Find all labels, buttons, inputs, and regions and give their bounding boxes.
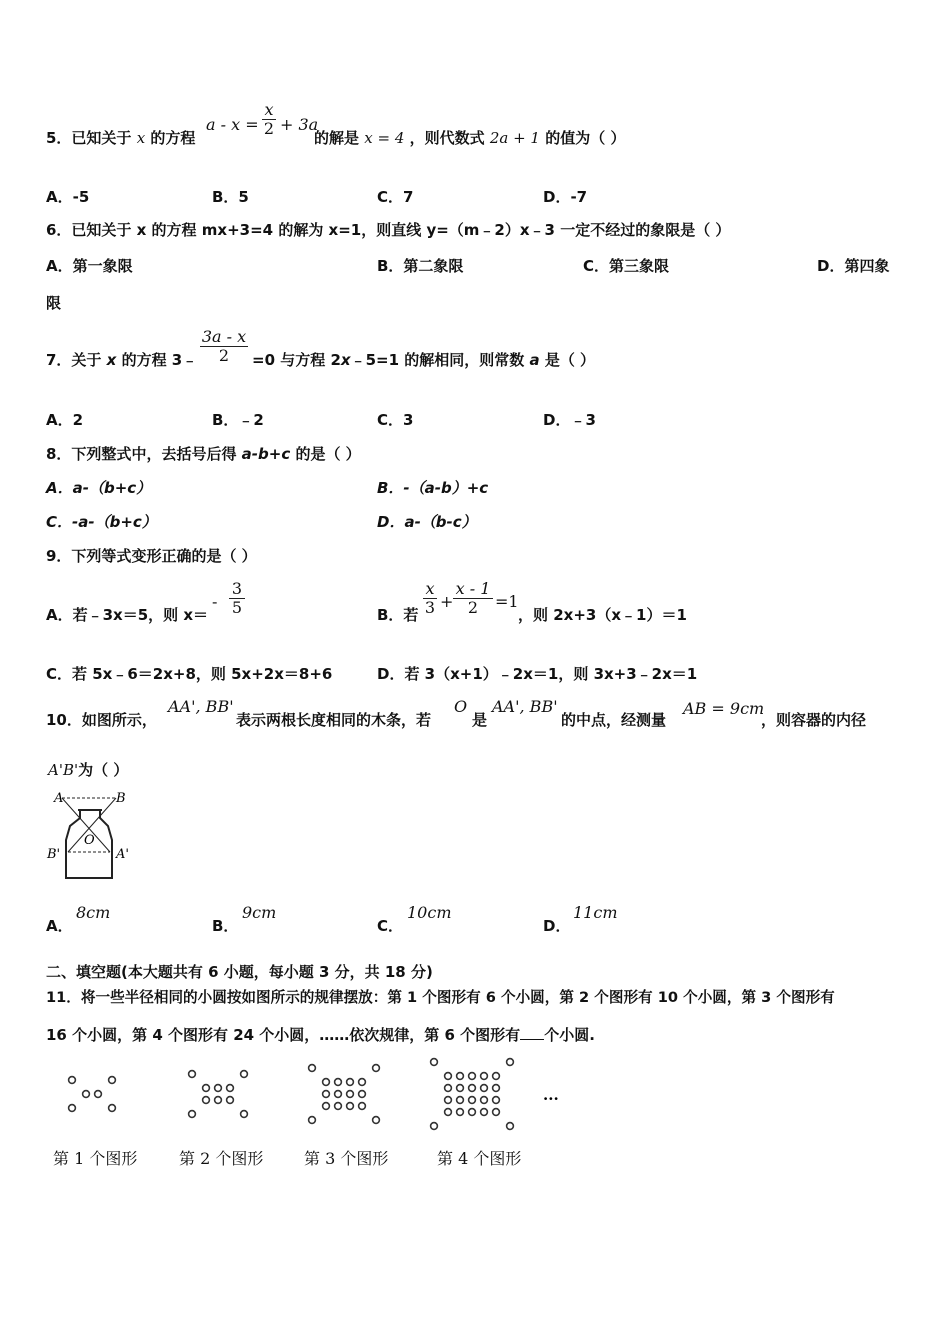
q7-frac-den: 2 (218, 346, 230, 365)
q7-var-2: x (340, 351, 351, 369)
q7-option-c: C．3 (377, 411, 414, 429)
fig4-circle (457, 1073, 464, 1080)
fig1-circle (69, 1077, 76, 1084)
q5-text-mid: 的方程 (150, 129, 196, 147)
q9-option-a: A．若﹣3x＝5，则 x＝ (46, 606, 209, 624)
q9-option-c: C．若 5x﹣6＝2x+8，则 5x+2x＝8+6 (46, 665, 333, 683)
fig4-circle (493, 1109, 500, 1116)
q9-option-b-rest: ，则 2x+3（x﹣1）＝1 (518, 606, 687, 624)
fig3-circle (323, 1103, 330, 1110)
q7-text-mid1: 的方程 3﹣ (116, 351, 198, 369)
q5-line (46, 128, 195, 148)
q10-option-b-value: 9cm (242, 903, 277, 922)
q5-eq-num: x (264, 100, 274, 119)
q5-solution: x = 4 (364, 129, 405, 147)
fig4-circle (431, 1123, 438, 1130)
fig4-circle (445, 1073, 452, 1080)
q11-line2 (46, 1025, 595, 1045)
fig3-circle (309, 1065, 316, 1072)
q5-text-post1: 的解是 (314, 129, 360, 147)
q5-option-b: B．5 (212, 188, 249, 206)
q7-option-d: D．﹣3 (543, 411, 596, 429)
q8-option-a: A．a-（b+c） (46, 479, 152, 497)
q5-option-d: D．-7 (543, 188, 588, 206)
fig2-circle (241, 1071, 248, 1078)
fig4-circle (481, 1085, 488, 1092)
q9-option-b-eq: =1 (495, 592, 519, 611)
q10-text-pre: 10．如图所示， (46, 711, 157, 729)
fig3-circle (309, 1117, 316, 1124)
q9-option-a-sign: - (212, 592, 218, 611)
fig2-circle (215, 1097, 222, 1104)
q10-text-mid3: 的中点，经测量 (561, 711, 667, 729)
q7-fraction (200, 328, 248, 365)
fig4-circle (481, 1073, 488, 1080)
fig3-circle (335, 1091, 342, 1098)
fig4-circle (507, 1059, 514, 1066)
fig1-circle (95, 1091, 102, 1098)
q11-ellipsis: ... (543, 1086, 559, 1104)
fig3-circle (347, 1079, 354, 1086)
q9-option-b-plus: + (440, 592, 454, 611)
q7-option-a: A．2 (46, 411, 84, 429)
q5-option-a: A．-5 (46, 188, 90, 206)
q10-option-c-label: C． (377, 917, 404, 935)
fig4-circle (457, 1097, 464, 1104)
q7-text-post: 是（ ） (539, 351, 596, 369)
fig2-circle (189, 1071, 196, 1078)
fig4-circle (469, 1073, 476, 1080)
q11-line2-post: 个小圆. (544, 1026, 595, 1044)
fig4-circle (481, 1109, 488, 1116)
q11-fig4-caption: 第 4 个图形 (437, 1149, 522, 1168)
q11-answer-blank[interactable] (520, 1025, 544, 1040)
fig4-circle (469, 1097, 476, 1104)
q6-text: 6．已知关于 x 的方程 mx+3=4 的解为 x=1，则直线 y=（m﹣2）x﹣3 一定不经过的象限是（ ） (46, 221, 731, 239)
q8-option-b: B．-（a-b）+c (377, 479, 489, 497)
fig1-circle (109, 1077, 116, 1084)
q7-line-rest (252, 350, 595, 370)
fig4-circle (457, 1109, 464, 1116)
fig3-circle (323, 1079, 330, 1086)
q11-fig3-caption: 第 3 个图形 (304, 1149, 389, 1168)
q7-var: x (106, 351, 117, 369)
q7-frac-num: 3a - x (201, 327, 247, 346)
fig3-circle (359, 1103, 366, 1110)
q11-line1: 11．将一些半径相同的小圆按如图所示的规律摆放：第 1 个图形有 6 个小圆，第 2 个图形有 10 个小圆，第 3 个图形有 (46, 989, 835, 1006)
q5-eq-left: a - x = (206, 115, 259, 134)
q7-text-pre: 7．关于 (46, 351, 107, 369)
q7-option-b: B．﹣2 (212, 411, 264, 429)
q9-option-b-fraction1 (423, 580, 437, 617)
fig3-circle (335, 1079, 342, 1086)
q10-option-d-label: D． (543, 917, 571, 935)
fig4-circle (493, 1085, 500, 1092)
q10-text-post: ，则容器的内径 (761, 711, 867, 729)
q6-option-a: A．第一象限 (46, 257, 133, 275)
q5-text-post3: 的值为（ ） (545, 129, 626, 147)
q10-a-prime-b-prime: A'B' (48, 761, 79, 779)
q7-line-start (46, 350, 197, 370)
q10-option-d-value: 11cm (573, 903, 618, 922)
q9-option-b-label: B．若 (377, 606, 419, 624)
q8-expression: a-b+c (241, 445, 291, 463)
q8-text-post: 的是（ ） (290, 445, 361, 463)
q10-line2-post: 为（ ） (78, 761, 129, 779)
fig4-circle (445, 1109, 452, 1116)
fig1-circle (83, 1091, 90, 1098)
fig-label-o: O (84, 833, 95, 848)
q10-text-mid1: 表示两根长度相同的木条，若 (236, 711, 432, 729)
q10-seg2: AA', BB' (492, 697, 558, 716)
section-2-title: 二、填空题(本大题共有 6 小题，每小题 3 分，共 18 分) (46, 963, 433, 981)
fig2-circle (203, 1085, 210, 1092)
q10-option-c-value: 10cm (407, 903, 452, 922)
q9-b-f2-num: x - 1 (455, 579, 491, 598)
fig4-circle (457, 1085, 464, 1092)
q11-line2-pre: 16 个小圆，第 4 个图形有 24 个小圆，……依次规律，第 6 个图形有 (46, 1026, 521, 1044)
q10-seg1: AA', BB' (168, 697, 234, 716)
fig3-circle (335, 1103, 342, 1110)
q9-text: 9．下列等式变形正确的是（ ） (46, 547, 257, 565)
q10-ab: AB = 9cm (683, 699, 765, 718)
fig2-circle (227, 1085, 234, 1092)
q9-b-f1-num: x (425, 579, 435, 598)
q9-a-den: 5 (231, 598, 243, 617)
fig4-circle (493, 1073, 500, 1080)
q10-option-a-value: 8cm (76, 903, 111, 922)
q8-text (46, 444, 361, 464)
q11-circles (69, 1059, 514, 1130)
q8-text-pre: 8．下列整式中，去括号后得 (46, 445, 242, 463)
q6-option-b: B．第二象限 (377, 257, 464, 275)
fig-label-a: A (54, 791, 64, 806)
q9-option-a-fraction (229, 580, 245, 617)
fig4-circle (469, 1109, 476, 1116)
q6-option-c: C．第三象限 (583, 257, 670, 275)
fig3-circle (359, 1091, 366, 1098)
q8-option-c: C．-a-（b+c） (46, 513, 157, 531)
fig2-circle (203, 1097, 210, 1104)
fig4-circle (431, 1059, 438, 1066)
fig-label-b: B (116, 791, 126, 806)
fig2-circle (215, 1085, 222, 1092)
q9-option-d: D．若 3（x+1）﹣2x＝1，则 3x+3﹣2x＝1 (377, 665, 698, 683)
fig3-circle (359, 1079, 366, 1086)
fig2-circle (189, 1111, 196, 1118)
q5-expression: 2a + 1 (489, 129, 540, 147)
q10-o: O (454, 697, 468, 716)
q7-text-mid3: ﹣5=1 的解相同，则常数 (350, 351, 530, 369)
q7-const-a: a (529, 351, 540, 369)
fig3-circle (347, 1103, 354, 1110)
fig4-circle (507, 1123, 514, 1130)
q5-eq-den: 2 (263, 119, 275, 138)
fig4-circle (481, 1097, 488, 1104)
q9-b-f1-den: 3 (424, 598, 436, 617)
q10-container-figure (44, 784, 140, 884)
q6-option-d: D．第四象 (817, 257, 890, 275)
q5-eq-fraction (262, 101, 276, 138)
fig1-circle (69, 1105, 76, 1112)
q7-text-mid2: =0 与方程 2 (252, 351, 341, 369)
fig3-circle (323, 1091, 330, 1098)
q10-line2 (48, 760, 128, 780)
q5-option-c: C．7 (377, 188, 414, 206)
fig3-circle (373, 1117, 380, 1124)
q9-option-b-fraction2 (453, 580, 493, 617)
q5-var: x (136, 129, 146, 147)
fig4-circle (445, 1097, 452, 1104)
q10-option-b-label: B． (212, 917, 239, 935)
q5-text-post2: ，则代数式 (409, 129, 485, 147)
fig4-circle (493, 1097, 500, 1104)
q10-option-a-label: A． (46, 917, 73, 935)
fig2-circle (227, 1097, 234, 1104)
q10-text-mid2: 是 (472, 711, 488, 729)
fig-label-b-prime: B' (47, 847, 61, 862)
q5-eq-right: + 3a (280, 115, 319, 134)
fig4-circle (445, 1085, 452, 1092)
q5-line-rest (314, 128, 625, 148)
q6-option-d-wrap: 限 (46, 294, 62, 312)
fig4-circle (469, 1085, 476, 1092)
q5-text-pre: 5．已知关于 (46, 129, 132, 147)
fig-label-a-prime: A' (116, 847, 129, 862)
fig2-circle (241, 1111, 248, 1118)
fig3-circle (373, 1065, 380, 1072)
fig3-circle (347, 1091, 354, 1098)
fig1-circle (109, 1105, 116, 1112)
q9-b-f2-den: 2 (467, 598, 479, 617)
q11-fig1-caption: 第 1 个图形 (53, 1149, 138, 1168)
q11-fig2-caption: 第 2 个图形 (179, 1149, 264, 1168)
q8-option-d: D．a-（b-c） (377, 513, 477, 531)
q9-a-num: 3 (231, 579, 243, 598)
